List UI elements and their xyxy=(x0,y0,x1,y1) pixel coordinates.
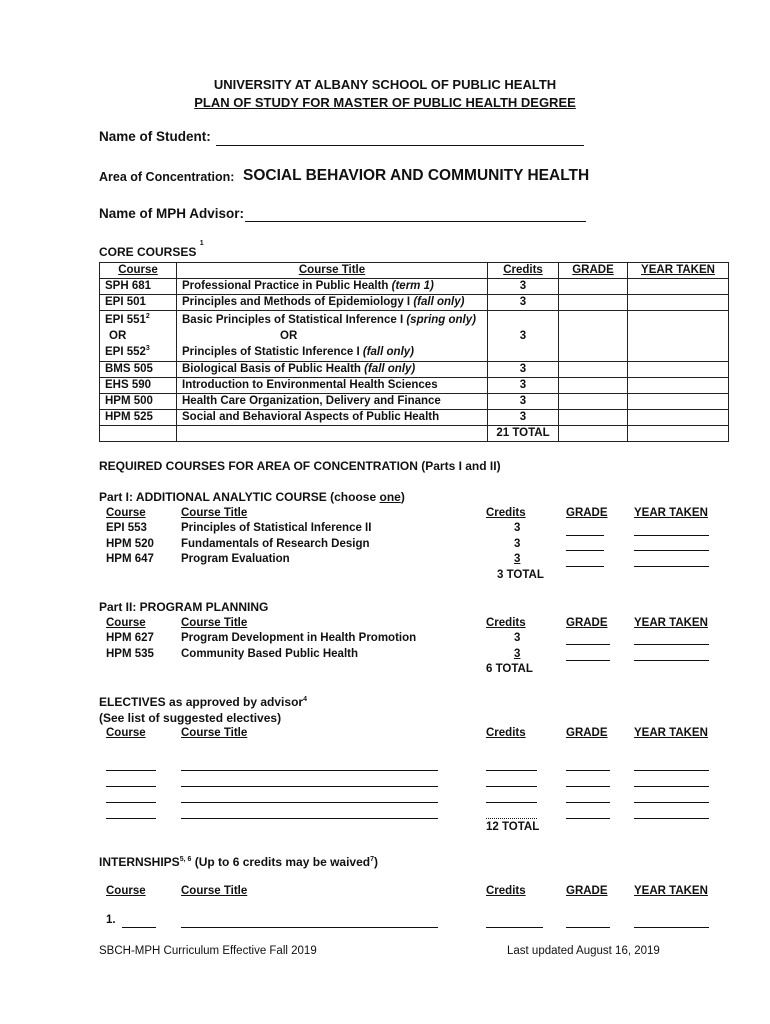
year-field[interactable] xyxy=(634,770,709,771)
year-cell[interactable] xyxy=(628,410,729,426)
course-field[interactable] xyxy=(106,786,156,787)
grade-cell[interactable] xyxy=(559,378,628,394)
year-cell[interactable] xyxy=(628,295,729,311)
col-grade: GRADE xyxy=(566,617,608,629)
table-row: SPH 681 Professional Practice in Public Health (term 1) 3 xyxy=(100,279,729,295)
core-total: 21 TOTAL xyxy=(488,426,559,442)
year-field[interactable] xyxy=(634,550,709,551)
electives-subtitle: (See list of suggested electives) xyxy=(99,711,282,725)
internships-heading: INTERNSHIPS$^{5, 6}$ (Up to 6 credits may be waived$^7$) xyxy=(99,855,379,869)
year-cell[interactable] xyxy=(628,362,729,378)
col-grade: GRADE xyxy=(566,727,608,739)
col-year-taken: YEAR TAKEN xyxy=(634,885,708,897)
credits-field[interactable] xyxy=(486,786,537,787)
col-course: Course xyxy=(106,507,146,519)
course-code: HPM 535 xyxy=(106,648,154,660)
col-course-title: Course Title xyxy=(181,617,248,629)
col-year-taken: YEAR TAKEN xyxy=(641,264,715,276)
grade-cell[interactable] xyxy=(559,410,628,426)
table-row: EPI 501 Principles and Methods of Epidemiology I (fall only) 3 xyxy=(100,295,729,311)
table-row: HPM 525 Social and Behavioral Aspects of Public Health 3 xyxy=(100,410,729,426)
col-grade: GRADE xyxy=(572,264,614,276)
document-title: UNIVERSITY AT ALBANY SCHOOL OF PUBLIC HEALTH xyxy=(213,77,557,92)
footer-effective: SBCH-MPH Curriculum Effective Fall 2019 xyxy=(99,945,317,957)
col-course-title: Course Title xyxy=(298,264,366,276)
year-cell[interactable] xyxy=(628,394,729,410)
col-course: Course xyxy=(106,727,146,739)
course-code: HPM 520 xyxy=(106,538,154,550)
course-credits: 3 xyxy=(514,648,521,660)
grade-cell[interactable] xyxy=(559,362,628,378)
year-cell[interactable] xyxy=(628,279,729,295)
grade-cell[interactable] xyxy=(559,279,628,295)
grade-cell[interactable] xyxy=(559,311,628,362)
electives-total: 12 TOTAL xyxy=(486,821,540,833)
year-field[interactable] xyxy=(634,566,709,567)
grade-cell[interactable] xyxy=(559,295,628,311)
course-field[interactable] xyxy=(106,818,156,819)
col-grade: GRADE xyxy=(566,885,608,897)
course-credits: 3 xyxy=(514,522,521,534)
col-course: Course xyxy=(106,885,146,897)
credits-field[interactable] xyxy=(486,927,543,928)
table-row: HPM 500 Health Care Organization, Delivery and Finance 3 xyxy=(100,394,729,410)
course-code: HPM 627 xyxy=(106,632,154,644)
col-credits: Credits xyxy=(486,727,526,739)
course-credits: 3 xyxy=(514,632,521,644)
col-course: Course xyxy=(118,264,158,276)
course-title: Program Development in Health Promotion xyxy=(181,632,417,644)
electives-heading: ELECTIVES as approved by advisor$^4$ xyxy=(99,695,307,709)
course-credits: 3 xyxy=(514,538,521,550)
col-credits: Credits xyxy=(486,507,526,519)
course-title: Program Evaluation xyxy=(181,553,290,565)
student-name-label: Name of Student: xyxy=(99,129,211,144)
course-field[interactable] xyxy=(122,927,156,928)
course-credits: 3 xyxy=(514,553,521,565)
core-courses-table xyxy=(99,262,729,442)
col-year-taken: YEAR TAKEN xyxy=(634,617,708,629)
year-field[interactable] xyxy=(634,660,709,661)
course-title: Fundamentals of Research Design xyxy=(181,538,370,550)
col-course: Course xyxy=(106,617,146,629)
row-number: 1. xyxy=(106,914,116,926)
grade-field[interactable] xyxy=(566,818,610,819)
grade-field[interactable] xyxy=(566,550,604,551)
grade-field[interactable] xyxy=(566,802,610,803)
grade-field[interactable] xyxy=(566,644,610,645)
course-code: EPI 553 xyxy=(106,522,147,534)
credits-field[interactable] xyxy=(486,802,537,803)
part1-heading: Part I: ADDITIONAL ANALYTIC COURSE (choose one) xyxy=(99,490,405,504)
advisor-name-label: Name of MPH Advisor: xyxy=(99,206,245,221)
student-name-field[interactable] xyxy=(216,145,584,146)
table-row: EPI $551^2$ OR EPI $552^3$ Basic Principles of Statistical Inference I (spring only) OR Principles of Statistic Inference I (fall only) 3 xyxy=(100,311,729,362)
col-year-taken: YEAR TAKEN xyxy=(634,507,708,519)
grade-field[interactable] xyxy=(566,566,604,567)
year-field[interactable] xyxy=(634,927,709,928)
credits-field[interactable] xyxy=(486,818,537,819)
total-row xyxy=(100,426,729,442)
col-course-title: Course Title xyxy=(181,727,248,739)
core-courses-heading: CORE COURSES $^1$ xyxy=(99,240,204,259)
year-field[interactable] xyxy=(634,786,709,787)
col-grade: GRADE xyxy=(566,507,608,519)
footer-last-updated: Last updated August 16, 2019 xyxy=(507,945,660,957)
course-code: HPM 647 xyxy=(106,553,154,565)
course-title-field[interactable] xyxy=(181,786,438,787)
grade-field[interactable] xyxy=(566,535,604,536)
grade-field[interactable] xyxy=(566,660,610,661)
course-title-field[interactable] xyxy=(181,927,438,928)
table-row: BMS 505 Biological Basis of Public Health (fall only) 3 xyxy=(100,362,729,378)
grade-cell[interactable] xyxy=(559,394,628,410)
col-credits: Credits xyxy=(486,885,526,897)
col-year-taken: YEAR TAKEN xyxy=(634,727,708,739)
document-subtitle: PLAN OF STUDY FOR MASTER OF PUBLIC HEALTH DEGREE xyxy=(194,95,576,110)
course-field[interactable] xyxy=(106,802,156,803)
advisor-name-field[interactable] xyxy=(245,221,586,222)
grade-field[interactable] xyxy=(566,770,610,771)
course-title: Principles of Statistical Inference II xyxy=(181,522,372,534)
grade-field[interactable] xyxy=(566,786,610,787)
col-credits: Credits xyxy=(486,617,526,629)
concentration-value: SOCIAL BEHAVIOR AND COMMUNITY HEALTH xyxy=(243,167,590,184)
course-title: Community Based Public Health xyxy=(181,648,359,660)
col-course-title: Course Title xyxy=(181,885,248,897)
part1-total: 3 TOTAL xyxy=(497,569,544,581)
year-field[interactable] xyxy=(634,818,709,819)
course-field[interactable] xyxy=(106,770,156,771)
year-cell[interactable] xyxy=(628,378,729,394)
part2-total: 6 TOTAL xyxy=(486,663,533,675)
year-field[interactable] xyxy=(634,535,709,536)
course-title-field[interactable] xyxy=(181,770,438,771)
col-course-title: Course Title xyxy=(181,507,248,519)
part2-heading: Part II: PROGRAM PLANNING xyxy=(99,600,269,614)
course-title-field[interactable] xyxy=(181,802,438,803)
table-row: EHS 590 Introduction to Environmental Health Sciences 3 xyxy=(100,378,729,394)
course-title-field[interactable] xyxy=(181,818,438,819)
credits-field[interactable] xyxy=(486,770,537,771)
col-credits: Credits xyxy=(503,264,543,276)
concentration-label: Area of Concentration: xyxy=(99,170,235,184)
year-cell[interactable] xyxy=(628,311,729,362)
year-field[interactable] xyxy=(634,644,709,645)
year-field[interactable] xyxy=(634,802,709,803)
grade-field[interactable] xyxy=(566,927,610,928)
required-courses-heading: REQUIRED COURSES FOR AREA OF CONCENTRATION (Parts I and II) xyxy=(99,459,501,473)
